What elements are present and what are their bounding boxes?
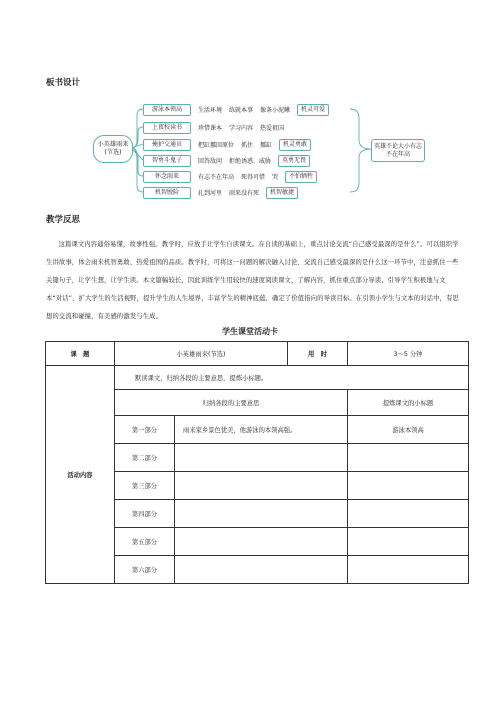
mindmap-item: 练就本事 (229, 107, 254, 114)
mindmap-row-6 (143, 187, 298, 198)
mindmap-item: 死得可惜 (241, 174, 266, 181)
mindmap-item: 挪缸 (260, 142, 273, 149)
part-subtitle[interactable] (348, 528, 469, 556)
mindmap-row-1 (143, 104, 329, 115)
part-summary[interactable] (175, 528, 348, 556)
mindmap-quality: 不怕牺牲 (285, 171, 317, 183)
part-summary[interactable] (175, 444, 348, 472)
mindmap-row-box: 上夜校读书 (143, 122, 191, 134)
mindmap-item: 珍惜课本 (198, 125, 223, 132)
mindmap-item: 生活环境 (198, 107, 223, 114)
part-subtitle[interactable]: 游泳本领高 (348, 416, 469, 444)
mindmap-item: 热爱祖国 (260, 125, 285, 132)
mindmap-quality: 机灵勇敢 (279, 139, 311, 151)
mindmap-item: 学习内容 (229, 125, 254, 132)
part-subtitle[interactable] (348, 556, 469, 584)
content-label: 活动内容 (46, 366, 115, 584)
time-value: 3～5 分钟 (348, 342, 469, 366)
mindmap-row-box: 游泳本领高 (143, 104, 191, 116)
part-name: 第三部分 (115, 472, 175, 500)
mindmap-row-5 (143, 171, 317, 182)
part-name: 第二部分 (115, 444, 175, 472)
part-summary[interactable] (175, 556, 348, 584)
mindmap-row-2 (143, 122, 284, 133)
part-subtitle[interactable] (348, 444, 469, 472)
activity-instruction: 默读课文，归纳各段的主要意思，提炼小标题。 (115, 366, 469, 390)
part-summary[interactable] (175, 500, 348, 528)
part-subtitle[interactable] (348, 472, 469, 500)
mindmap-item: 把缸挪回原位 (198, 142, 235, 149)
part-summary[interactable]: 雨来家乡景色优美，他游泳的本领高强。 (175, 416, 348, 444)
section-heading-board: 板书设计 (46, 78, 81, 88)
mindmap-row-box: 掩护交通员 (143, 139, 191, 151)
mindmap-summary: 英雄不论大小有志不在年高 (371, 139, 425, 162)
mindmap-root: 小英雄雨来(节选) (93, 135, 133, 163)
mindmap-item: 像条小泥鳅 (260, 107, 291, 114)
mindmap-row-box: 怀念雨来 (143, 171, 191, 183)
topic-value: 小英雄雨来(节选) (115, 342, 288, 366)
part-name: 第一部分 (115, 416, 175, 444)
mindmap-row-box: 机智脱险 (143, 187, 191, 199)
mindmap-row-box: 智勇斗鬼子 (143, 155, 191, 167)
section-heading-reflection: 教学反思 (46, 215, 81, 225)
mindmap-item: 回答敌问 (198, 158, 223, 165)
activity-card-table (45, 341, 469, 584)
mindmap-item: 扎到河里 (198, 190, 223, 197)
mindmap-quality: 英勇无畏 (278, 155, 310, 167)
mindmap-row-3 (143, 139, 311, 150)
part-name: 第五部分 (115, 528, 175, 556)
part-summary[interactable] (175, 472, 348, 500)
column-header-subtitle: 提炼课文的小标题 (348, 390, 469, 416)
time-label: 用 时 (288, 342, 348, 366)
topic-label: 课 题 (46, 342, 115, 366)
part-name: 第四部分 (115, 500, 175, 528)
mindmap-quality: 机灵可爱 (297, 104, 329, 116)
mindmap-item: 哭 (272, 174, 279, 181)
mindmap-quality: 机智敏捷 (266, 187, 298, 199)
mindmap-item: 有志不在年高 (198, 174, 235, 181)
column-header-summary: 归纳各段的主要意思 (115, 390, 348, 416)
part-name: 第六部分 (115, 556, 175, 584)
mindmap-item: 抓住 (241, 142, 254, 149)
activity-card-title: 学生课堂活动卡 (222, 327, 278, 336)
mindmap-item: 雨来没有死 (229, 190, 260, 197)
reflection-paragraph: 这篇课文内容通俗易懂，故事性强。教学时，应放手让学生自读课文。在自读的基础上，重点讨论交流“自己感受最深的是什么”。可以组织学生讲故事，体会雨来机智勇敢、热爱祖国的品质。教学时，可将这一问题的解决融入讨论、交流自己感受最深的是什么这一环节中，注意抓住一些关键句子，让学生想，让学生读。本文篇幅较长，因此训练学生用较快的速度阅读课文，了解内容，抓住重点部分导读，引导学生积极地与文本“对话”，扩大学生的生活视野，提升学生的人生境界，丰富学生的精神底蕴，确定了价值指向的导读目标。在引领小学生与文本的对话中，有思想的交流和碰撞，有美感的激发与生成。 (46, 241, 459, 320)
mindmap-item: 拒绝诱惑、威胁 (229, 158, 272, 165)
part-subtitle[interactable] (348, 500, 469, 528)
mindmap-row-4 (143, 155, 310, 166)
